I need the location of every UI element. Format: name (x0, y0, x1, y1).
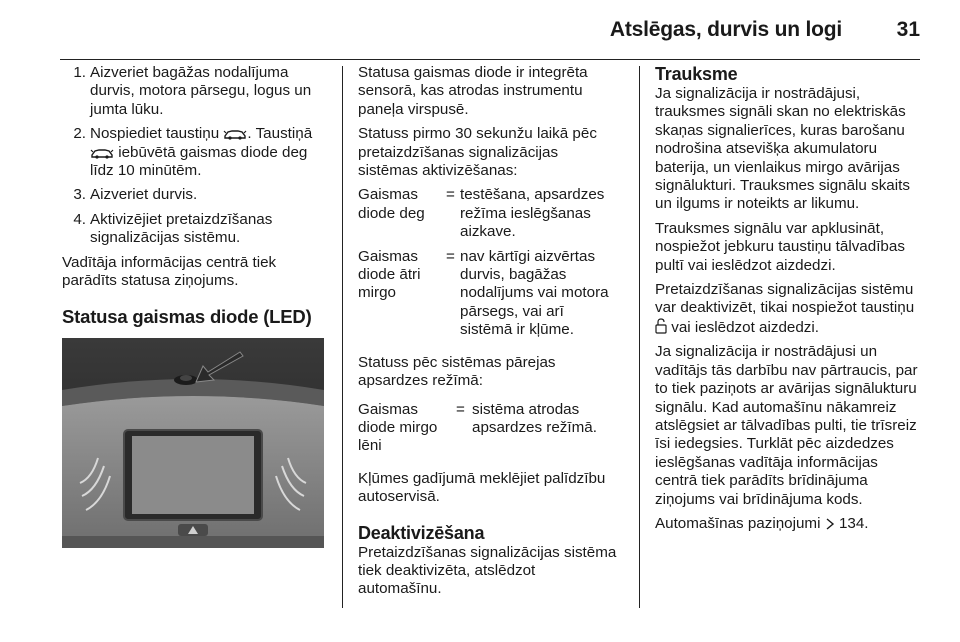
car-alarm-button-icon (90, 147, 114, 159)
dashboard-photo (62, 338, 324, 548)
paragraph-part: Pretaizdzīšanas signalizācijas sistēmu var deaktivizēt, tikai nospiežot taustiņu (655, 281, 915, 317)
step-number: 4. (73, 210, 86, 228)
step-text-part: iebūvētā gaismas diode deg līdz 10 minūtēm. (90, 143, 308, 180)
status-value: testēšana, apsardzes režīma ieslēgšanas aizkave. (460, 186, 605, 241)
column-middle (358, 64, 620, 605)
list-item (62, 64, 326, 119)
step-text: Aizveriet durvis. (90, 186, 198, 204)
subheading: Deaktivizēšana (358, 522, 485, 543)
page-reference[interactable]: 134. (838, 514, 869, 532)
column-divider (639, 66, 640, 608)
equals-sign: = (446, 186, 455, 204)
column-right (655, 64, 923, 539)
column-left (62, 64, 326, 548)
status-table-row (358, 248, 620, 340)
paragraph: Pretaizdzīšanas signalizācijas sistēma tiek deaktivizēta, atslēdzot automašīnu. (358, 543, 617, 598)
page-number: 31 (896, 18, 920, 41)
header-divider (60, 59, 920, 60)
status-label: Gaismas diode mirgo lēni (358, 400, 438, 455)
section-heading: Statusa gaismas diode (LED) (62, 306, 312, 328)
list-item (62, 125, 326, 180)
paragraph: Trauksmes signālu var apklusināt, nospiežot jebkuru taustiņu tālvadības pultī vai ieslēdzot aizdedzi. (655, 219, 905, 274)
status-table-row (358, 401, 620, 456)
car-alarm-button-icon (223, 128, 247, 140)
paragraph: Ja signalizācija ir nostrādājusi, trauksmes signāli skan no elektriskās skaņas signalierīces, kuras barošanu nodrošina atsevišķa akumulatoru baterija, un vienlaikus mirgo avārijas signālukturi. Trauksmes signālu skaits un ilgums ir noteikts ar likumu. (655, 85, 910, 213)
step-number: 1. (73, 64, 86, 81)
status-value: nav kārtīgi aizvērtas durvis, bagāžas nodalījums vai motora pārsegs, vai arī sistēmā ir kļūme. (460, 247, 609, 339)
paragraph-part: Automašīnas paziņojumi (655, 514, 821, 532)
subheading: Trauksme (655, 64, 738, 84)
equals-sign: = (456, 400, 465, 418)
paragraph-part: vai ieslēdzot aizdedzi. (671, 318, 819, 336)
step-text: Aizveriet bagāžas nodalījuma durvis, motora pārsegu, logus un jumta lūku. (90, 64, 312, 118)
status-table-row (358, 186, 620, 241)
paragraph: Kļūmes gadījumā meklējiet palīdzību autoservisā. (358, 469, 606, 506)
step-text-part: . Taustiņā (247, 125, 313, 143)
status-label: Gaismas diode ātri mirgo (358, 247, 421, 302)
paragraph: Ja signalizācija ir nostrādājusi un vadītājs tās darbību nav pārtraucis, par to tiek paziņots ar avārijas signālukturu signālu. Kad automašīnu nākamreiz atslēgsiet ar tālvadības pulti, tie trīsreiz īsi iedegsies. Turklāt pēc aizdedzes ieslēgšanas vadītāja informācijas centrā tiek parādīts brīdinājuma ziņojums vai brīdinājuma kods. (655, 343, 918, 508)
list-item (62, 211, 326, 248)
paragraph: Statusa gaismas diode ir integrēta sensorā, kas atrodas instrumentu paneļa virspusē. (358, 64, 588, 118)
step-number: 2. (73, 125, 86, 143)
paragraph (655, 281, 923, 337)
status-label: Gaismas diode deg (358, 186, 425, 222)
info-paragraph: Vadītāja informācijas centrā tiek parādīts statusa ziņojums. (62, 253, 277, 290)
unlock-button-icon (655, 318, 667, 334)
page-title: Atslēgas, durvis un logi (609, 18, 842, 41)
step-text: Aktivizējiet pretaizdzīšanas signalizācijas sistēmu. (90, 210, 273, 247)
page-header (0, 0, 960, 60)
step-list (62, 64, 326, 248)
list-item (62, 186, 326, 204)
equals-sign: = (446, 247, 455, 265)
step-number: 3. (73, 186, 86, 204)
paragraph: Statuss pēc sistēmas pārejas apsardzes režīmā: (358, 353, 556, 390)
paragraph (655, 515, 923, 533)
status-value: sistēma atrodas apsardzes režīmā. (472, 400, 597, 436)
step-text (90, 125, 326, 180)
step-text-part: Nospiediet taustiņu (90, 125, 220, 143)
column-divider (342, 66, 343, 608)
paragraph: Statuss pirmo 30 sekunžu laikā pēc pretaizdzīšanas signalizācijas sistēmas aktivizēšanas: (358, 125, 597, 180)
reference-arrow-icon (825, 518, 835, 530)
